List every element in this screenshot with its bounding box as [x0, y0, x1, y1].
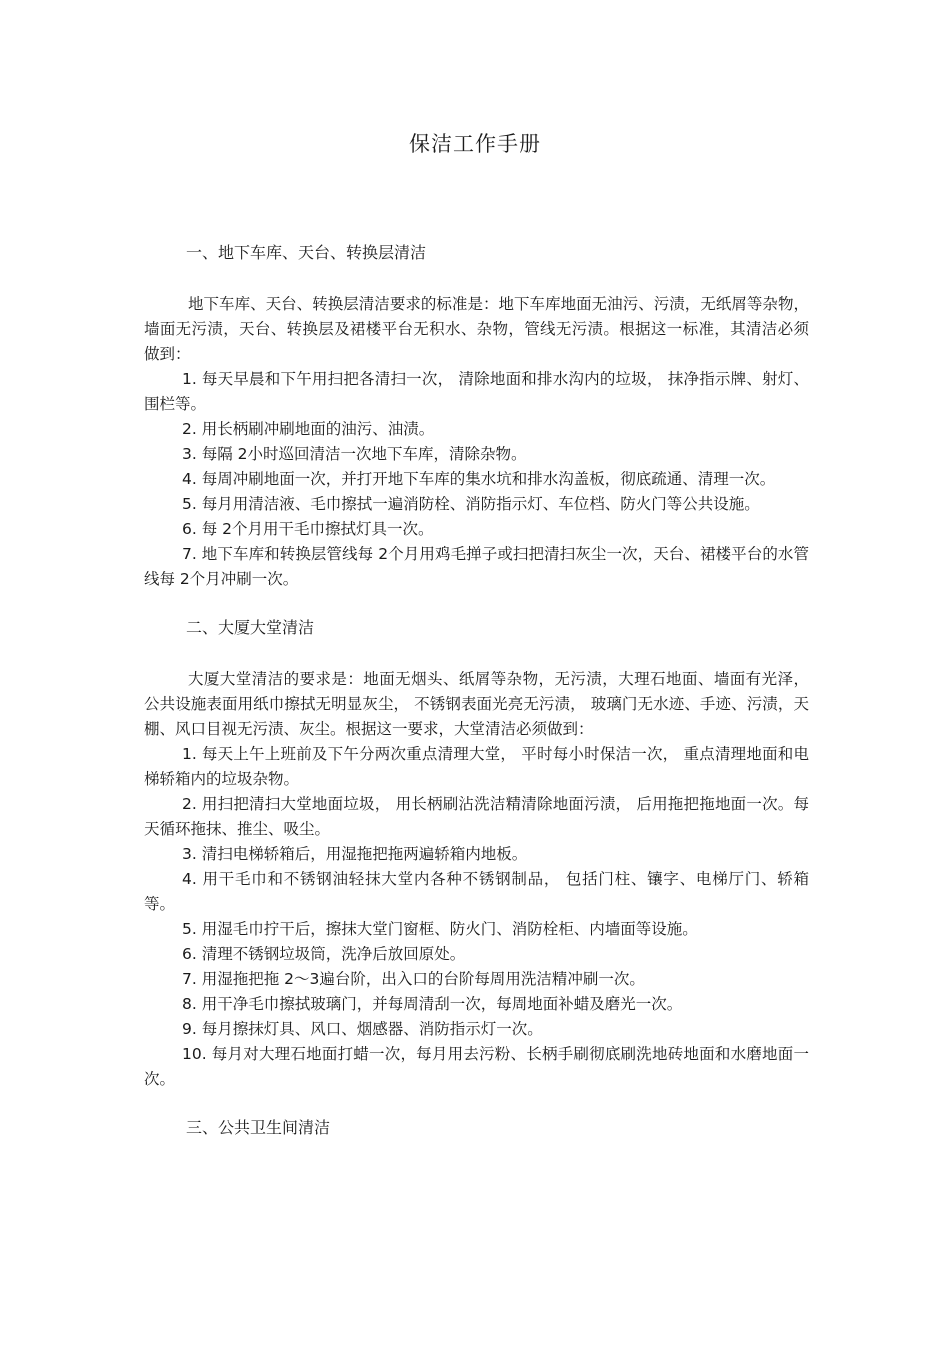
section-lobby: [144, 615, 809, 1092]
list-item: 4. 用干毛巾和不锈钢油轻抹大堂内各种不锈钢制品， 包括门柱、镶字、电梯厅门、轿箱等。: [144, 870, 809, 913]
list-item: 10. 每月对大理石地面打蜡一次，每月用去污粉、长柄手刷彻底刷洗地砖地面和水磨地面一次。: [144, 1045, 809, 1088]
list-item: 1. 每天上午上班前及下午分两次重点清理大堂， 平时每小时保洁一次， 重点清理地面和电梯轿箱内的垃圾杂物。: [144, 745, 809, 788]
section-heading: 一、地下车库、天台、转换层清洁: [186, 243, 427, 262]
section-restroom: [144, 1115, 809, 1140]
document-title: 保洁工作手册: [409, 132, 541, 156]
list-item: 5. 用湿毛巾拧干后，擦抹大堂门窗框、防火门、消防栓柜、内墙面等设施。: [182, 920, 698, 938]
section-heading: 三、公共卫生间清洁: [186, 1118, 331, 1137]
list-item: 9. 每月擦抹灯具、风口、烟感器、消防指示灯一次。: [182, 1020, 543, 1038]
list-item: 1. 每天早晨和下午用扫把各清扫一次， 清除地面和排水沟内的垃圾， 抹净指示牌、射灯、围栏等。: [144, 370, 809, 413]
section-intro: 大厦大堂清洁的要求是：地面无烟头、纸屑等杂物，无污渍，大理石地面、墙面有光泽， 公共设施表面用纸巾擦拭无明显灰尘， 不锈钢表面光亮无污渍， 玻璃门无水迹、手迹、污渍，天棚、风口目视无污渍、灰尘。根据这一要求，大堂清洁必须做到：: [144, 670, 809, 738]
list-item: 7. 地下车库和转换层管线每 2个月用鸡毛掸子或扫把清扫灰尘一次，天台、裙楼平台的水管线每 2个月冲刷一次。: [144, 545, 809, 588]
list-item: 3. 每隔 2小时巡回清洁一次地下车库，清除杂物。: [182, 445, 527, 463]
list-item: 3. 清扫电梯轿箱后，用湿拖把拖两遍轿箱内地板。: [182, 845, 528, 863]
list-item: 7. 用湿拖把拖 2～3遍台阶，出入口的台阶每周用洗洁精冲刷一次。: [182, 970, 645, 988]
list-item: 8. 用干净毛巾擦拭玻璃门，并每周清刮一次，每周地面补蜡及磨光一次。: [182, 995, 683, 1013]
document-body: [144, 240, 809, 1167]
list-item: 2. 用长柄刷冲刷地面的油污、油渍。: [182, 420, 435, 438]
section-garage: [144, 240, 809, 592]
list-item: 6. 每 2个月用干毛巾擦拭灯具一次。: [182, 520, 434, 538]
section-intro: 地下车库、天台、转换层清洁要求的标准是：地下车库地面无油污、污渍，无纸屑等杂物，墙面无污渍，天台、转换层及裙楼平台无积水、杂物，管线无污渍。根据这一标准，其清洁必须做到：: [144, 295, 809, 363]
list-item: 5. 每月用清洁液、毛巾擦拭一遍消防栓、消防指示灯、车位档、防火门等公共设施。: [182, 495, 760, 513]
list-item: 4. 每周冲刷地面一次，并打开地下车库的集水坑和排水沟盖板，彻底疏通、清理一次。: [182, 470, 776, 488]
section-heading: 二、大厦大堂清洁: [186, 618, 315, 637]
list-item: 6. 清理不锈钢垃圾筒，洗净后放回原处。: [182, 945, 466, 963]
list-item: 2. 用扫把清扫大堂地面垃圾， 用长柄刷沾洗洁精清除地面污渍， 后用拖把拖地面一次。每天循环拖抹、推尘、吸尘。: [144, 795, 809, 838]
